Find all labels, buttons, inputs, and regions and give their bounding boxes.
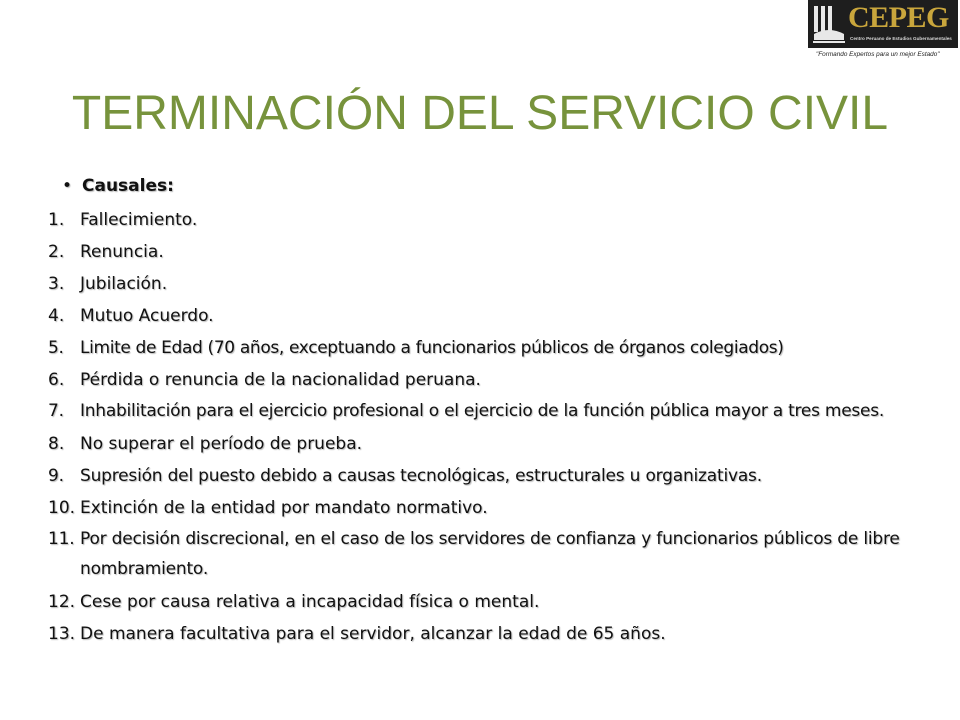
item-text: Cese por causa relativa a incapacidad física o mental. — [80, 592, 540, 612]
item-text: Por decisión discrecional, en el caso de los servidores de confianza y funcionarios públicos de libre nombramiento. — [80, 529, 900, 579]
bullet-icon: • — [62, 176, 73, 196]
item-text: Limite de Edad (70 años, exceptuando a funcionarios públicos de órganos colegiados) — [80, 338, 784, 358]
causales-list — [48, 172, 928, 650]
item-number: 10. — [48, 498, 76, 518]
item-number: 1. — [48, 210, 65, 230]
building-columns-icon — [812, 4, 846, 44]
item-text: Mutuo Acuerdo. — [80, 306, 214, 326]
logo-wordmark: CEPEG — [848, 1, 949, 34]
item-number: 6. — [48, 370, 65, 390]
item-number: 7. — [48, 401, 64, 421]
logo-tagline: "Formando Expertos para un mejor Estado" — [816, 51, 940, 58]
item-number: 12. — [48, 592, 76, 612]
item-text: Extinción de la entidad por mandato normativo. — [80, 498, 488, 518]
list-item — [48, 300, 928, 332]
item-text: Supresión del puesto debido a causas tecnológicas, estructurales u organizativas. — [80, 466, 762, 486]
item-number: 5. — [48, 338, 64, 358]
cepeg-logo — [808, 0, 960, 64]
item-number: 3. — [48, 274, 65, 294]
item-number: 4. — [48, 306, 65, 326]
list-item — [48, 204, 928, 236]
item-text: Pérdida o renuncia de la nacionalidad peruana. — [80, 370, 481, 390]
list-item — [48, 268, 928, 300]
item-text: Inhabilitación para el ejercicio profesional o el ejercicio de la función pública mayor a tres meses. — [80, 401, 884, 421]
list-item — [48, 332, 928, 364]
item-text: Fallecimiento. — [80, 210, 198, 230]
item-text: Jubilación. — [80, 274, 168, 294]
list-item — [48, 618, 928, 650]
list-item — [48, 364, 928, 396]
item-text: Renuncia. — [80, 242, 164, 262]
slide-title: TERMINACIÓN DEL SERVICIO CIVIL — [71, 87, 889, 140]
list-item — [48, 236, 928, 268]
list-item — [48, 460, 928, 492]
list-item — [48, 428, 928, 460]
item-number: 2. — [48, 242, 65, 262]
item-number: 13. — [48, 624, 76, 644]
list-item — [48, 492, 928, 524]
item-text: De manera facultativa para el servidor, alcanzar la edad de 65 años. — [80, 624, 666, 644]
list-item — [48, 586, 928, 618]
logo-background — [808, 0, 958, 48]
section-label: Causales: — [82, 176, 174, 196]
item-number: 11. — [48, 529, 75, 549]
list-item — [48, 524, 928, 586]
item-number: 8. — [48, 434, 65, 454]
section-heading — [48, 172, 928, 200]
item-text: No superar el período de prueba. — [80, 434, 363, 454]
logo-subtitle: Centro Peruano de Estudios Gubernamentales — [850, 36, 952, 41]
list-item — [48, 396, 928, 428]
item-number: 9. — [48, 466, 64, 486]
